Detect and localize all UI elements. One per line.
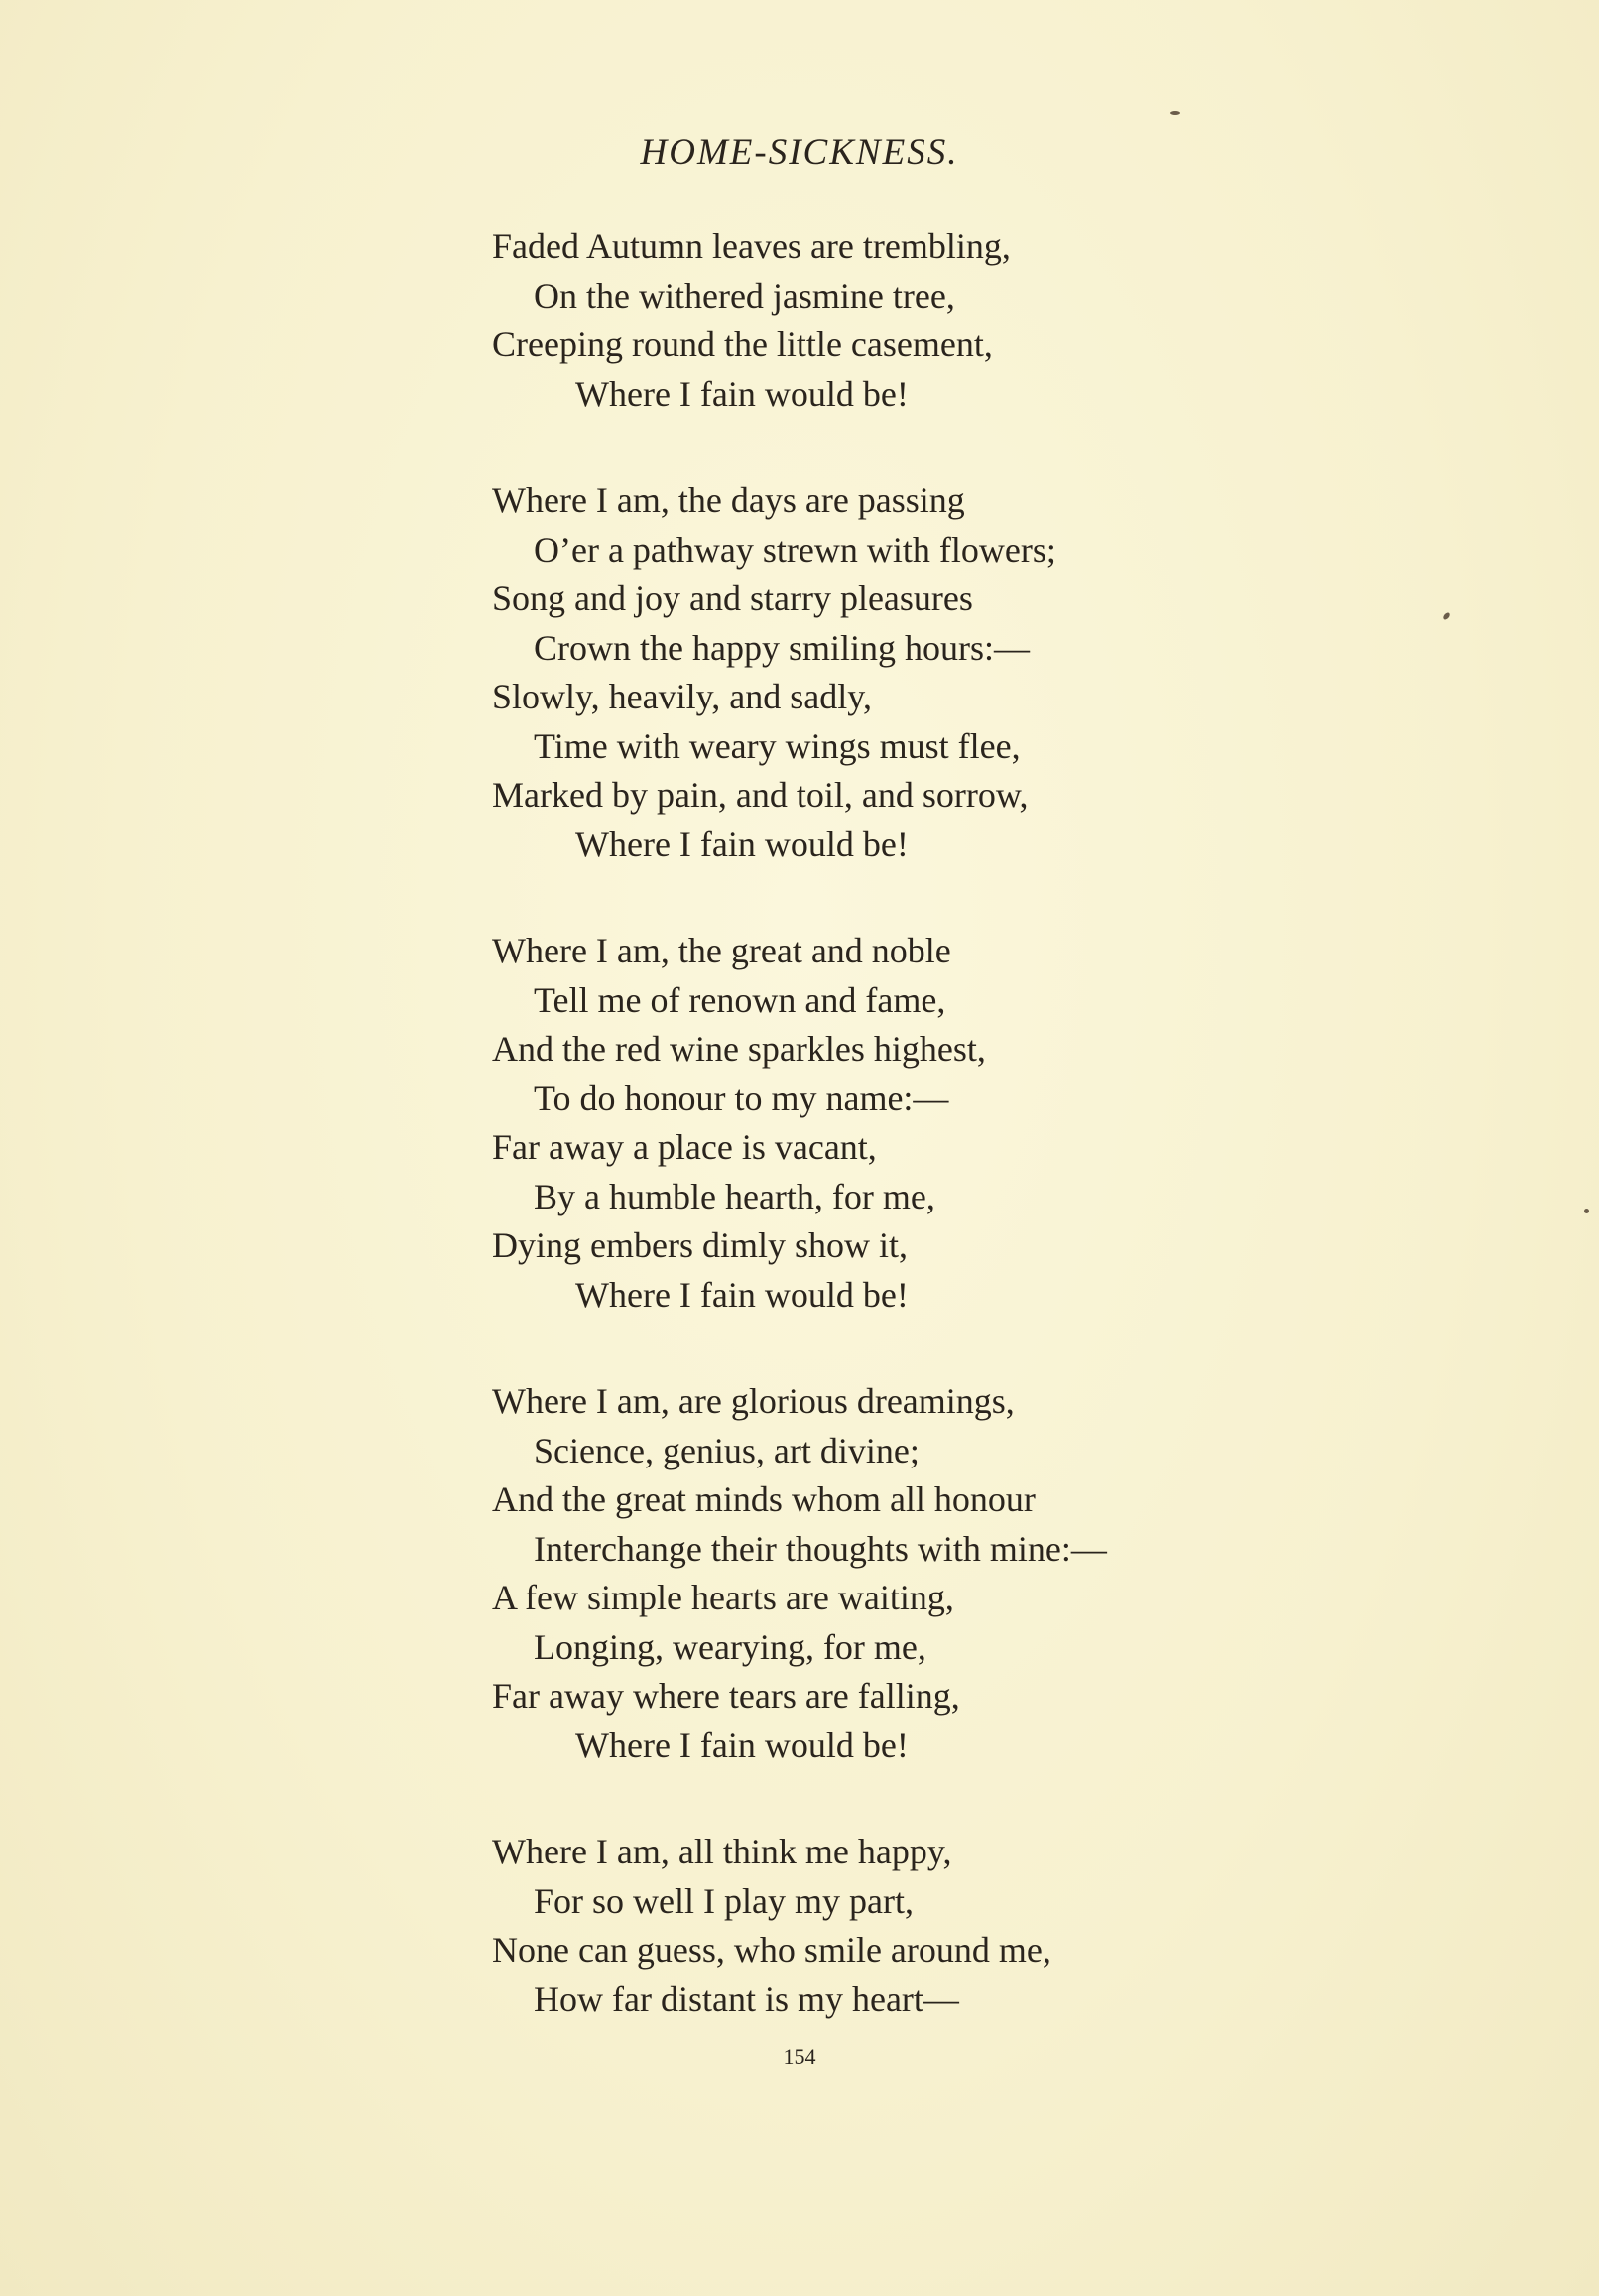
poem-line: Crown the happy smiling hours:— xyxy=(534,627,1030,668)
poem-line: Time with weary wings must flee, xyxy=(534,725,1021,766)
poem-line: Far away a place is vacant, xyxy=(492,1127,877,1167)
poem-line: On the withered jasmine tree, xyxy=(534,275,955,316)
poem-body xyxy=(492,222,1385,2082)
paper-speck xyxy=(1170,111,1180,115)
poem-line: And the great minds whom all honour xyxy=(492,1479,1036,1519)
poem-line: By a humble hearth, for me, xyxy=(534,1176,935,1216)
paper-speck xyxy=(1442,611,1451,620)
poem-line: Where I fain would be! xyxy=(575,1724,909,1765)
poem-line: And the red wine sparkles highest, xyxy=(492,1029,986,1069)
poem-line: Faded Autumn leaves are trembling, xyxy=(492,226,1011,266)
poem-line: Where I am, the days are passing xyxy=(492,480,965,520)
poem-line: Where I am, the great and noble xyxy=(492,931,951,970)
poem-line: Longing, wearying, for me, xyxy=(534,1626,926,1667)
poem-line: To do honour to my name:— xyxy=(534,1078,949,1118)
stanza-4 xyxy=(492,1377,1385,1770)
stanza-2 xyxy=(492,476,1385,869)
stanza-3 xyxy=(492,927,1385,1320)
poem-line: None can guess, who smile around me, xyxy=(492,1930,1051,1970)
stanza-1 xyxy=(492,222,1385,419)
poem-line: Tell me of renown and fame, xyxy=(534,979,946,1020)
poem-line: How far distant is my heart— xyxy=(534,1978,959,2019)
poem-line: Where I am, are glorious dreamings, xyxy=(492,1381,1015,1421)
poem-line: Where I am, all think me happy, xyxy=(492,1832,952,1871)
poem-line: Where I fain would be! xyxy=(575,1274,909,1315)
poem-line: Interchange their thoughts with mine:— xyxy=(534,1528,1107,1569)
poem-line: Where I fain would be! xyxy=(575,373,909,414)
poem-line: Where I fain would be! xyxy=(575,824,909,864)
poem-line: Creeping round the little casement, xyxy=(492,324,993,364)
poem-line: Dying embers dimly show it, xyxy=(492,1225,908,1265)
page-number: 154 xyxy=(783,2044,816,2069)
poem-line: Far away where tears are falling, xyxy=(492,1676,960,1716)
poem-line: For so well I play my part, xyxy=(534,1880,914,1921)
poem-line: O’er a pathway strewn with flowers; xyxy=(534,529,1056,570)
poem-line: Song and joy and starry pleasures xyxy=(492,578,973,618)
stanza-5 xyxy=(492,1828,1385,2024)
paper-speck xyxy=(1584,1209,1589,1213)
poem-line: Science, genius, art divine; xyxy=(534,1430,920,1470)
poem-line: Marked by pain, and toil, and sorrow, xyxy=(492,775,1029,815)
poem-line: A few simple hearts are waiting, xyxy=(492,1578,954,1617)
poem-line: Slowly, heavily, and sadly, xyxy=(492,677,872,716)
poem-title: HOME-SICKNESS. xyxy=(640,132,959,173)
